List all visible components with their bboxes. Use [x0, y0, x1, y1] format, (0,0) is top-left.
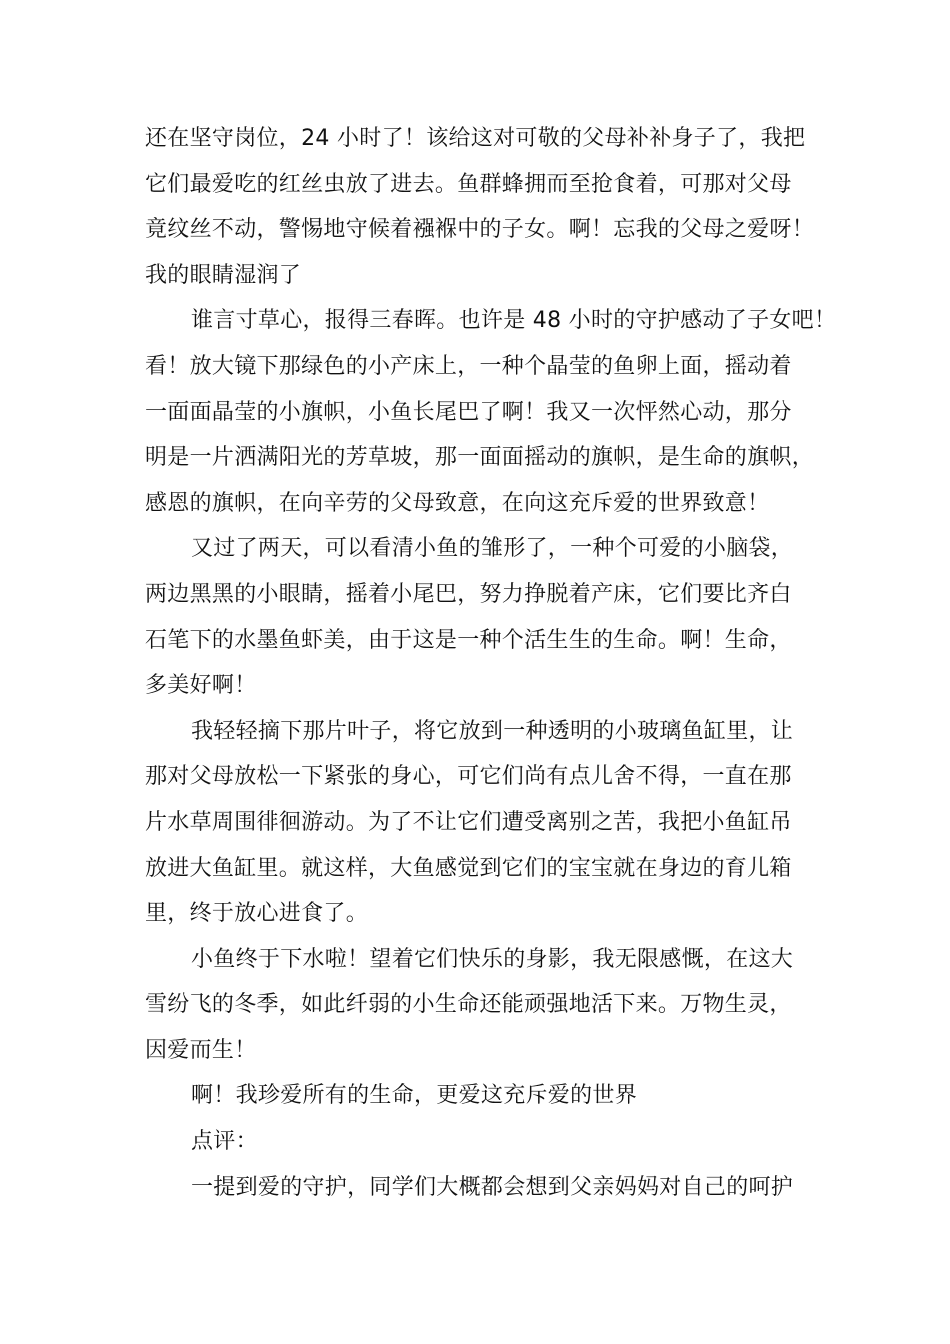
paragraph-start-line: 又过了两天，可以看清小鱼的雏形了，一种个可爱的小脑袋，	[191, 536, 794, 562]
text-line: 里，终于放心进食了。	[145, 901, 369, 927]
paragraph-start-line: 小鱼终于下水啦！望着它们快乐的身影，我无限感慨，在这大	[191, 946, 794, 972]
text-line: 明是一片洒满阳光的芳草坡，那一面面摇动的旗帜，是生命的旗帜，	[145, 445, 815, 471]
text-line: 那对父母放松一下紧张的身心，可它们尚有点儿舍不得，一直在那	[145, 764, 792, 790]
body-text	[145, 116, 837, 1210]
paragraph-start-line: 一提到爱的守护，同学们大概都会想到父亲妈妈对自己的呵护	[191, 1174, 794, 1200]
text-line: 感恩的旗帜，在向辛劳的父母致意，在向这充斥爱的世界致意！	[145, 490, 770, 516]
text-line: 片水草周围徘徊游动。为了不让它们遭受离别之苦，我把小鱼缸吊	[145, 809, 792, 835]
paragraph-start-line: 谁言寸草心，报得三春晖。也许是 48 小时的守护感动了子女吧！	[191, 308, 837, 334]
text-line: 石笔下的水墨鱼虾美，由于这是一种个活生生的生命。啊！生命，	[145, 627, 792, 653]
text-line: 多美好啊！	[145, 673, 257, 699]
text-line: 竟纹丝不动，警惕地守候着襁褓中的子女。啊！忘我的父母之爱呀！	[145, 217, 815, 243]
text-line: 雪纷飞的冬季，如此纤弱的小生命还能顽强地活下来。万物生灵，	[145, 992, 792, 1018]
paragraph-start-line: 啊！我珍爱所有的生命，更爱这充斥爱的世界	[191, 1083, 638, 1109]
text-line: 因爱而生！	[145, 1037, 257, 1063]
text-line: 它们最爱吃的红丝虫放了进去。鱼群蜂拥而至抢食着，可那对父母	[145, 171, 792, 197]
text-line: 两边黑黑的小眼睛，摇着小尾巴，努力挣脱着产床，它们要比齐白	[145, 581, 792, 607]
paragraph-start-line: 我轻轻摘下那片叶子，将它放到一种透明的小玻璃鱼缸里，让	[191, 718, 794, 744]
text-line: 看！放大镜下那绿色的小产床上，一种个晶莹的鱼卵上面，摇动着	[145, 353, 792, 379]
commentary-heading: 点评：	[191, 1129, 258, 1155]
text-line: 还在坚守岗位，24 小时了！该给这对可敬的父母补补身子了，我把	[145, 126, 806, 151]
text-line: 放进大鱼缸里。就这样，大鱼感觉到它们的宝宝就在身边的育儿箱	[145, 855, 792, 881]
text-line: 一面面晶莹的小旗帜，小鱼长尾巴了啊！我又一次怦然心动，那分	[145, 399, 792, 425]
text-line: 我的眼睛湿润了	[145, 262, 302, 288]
